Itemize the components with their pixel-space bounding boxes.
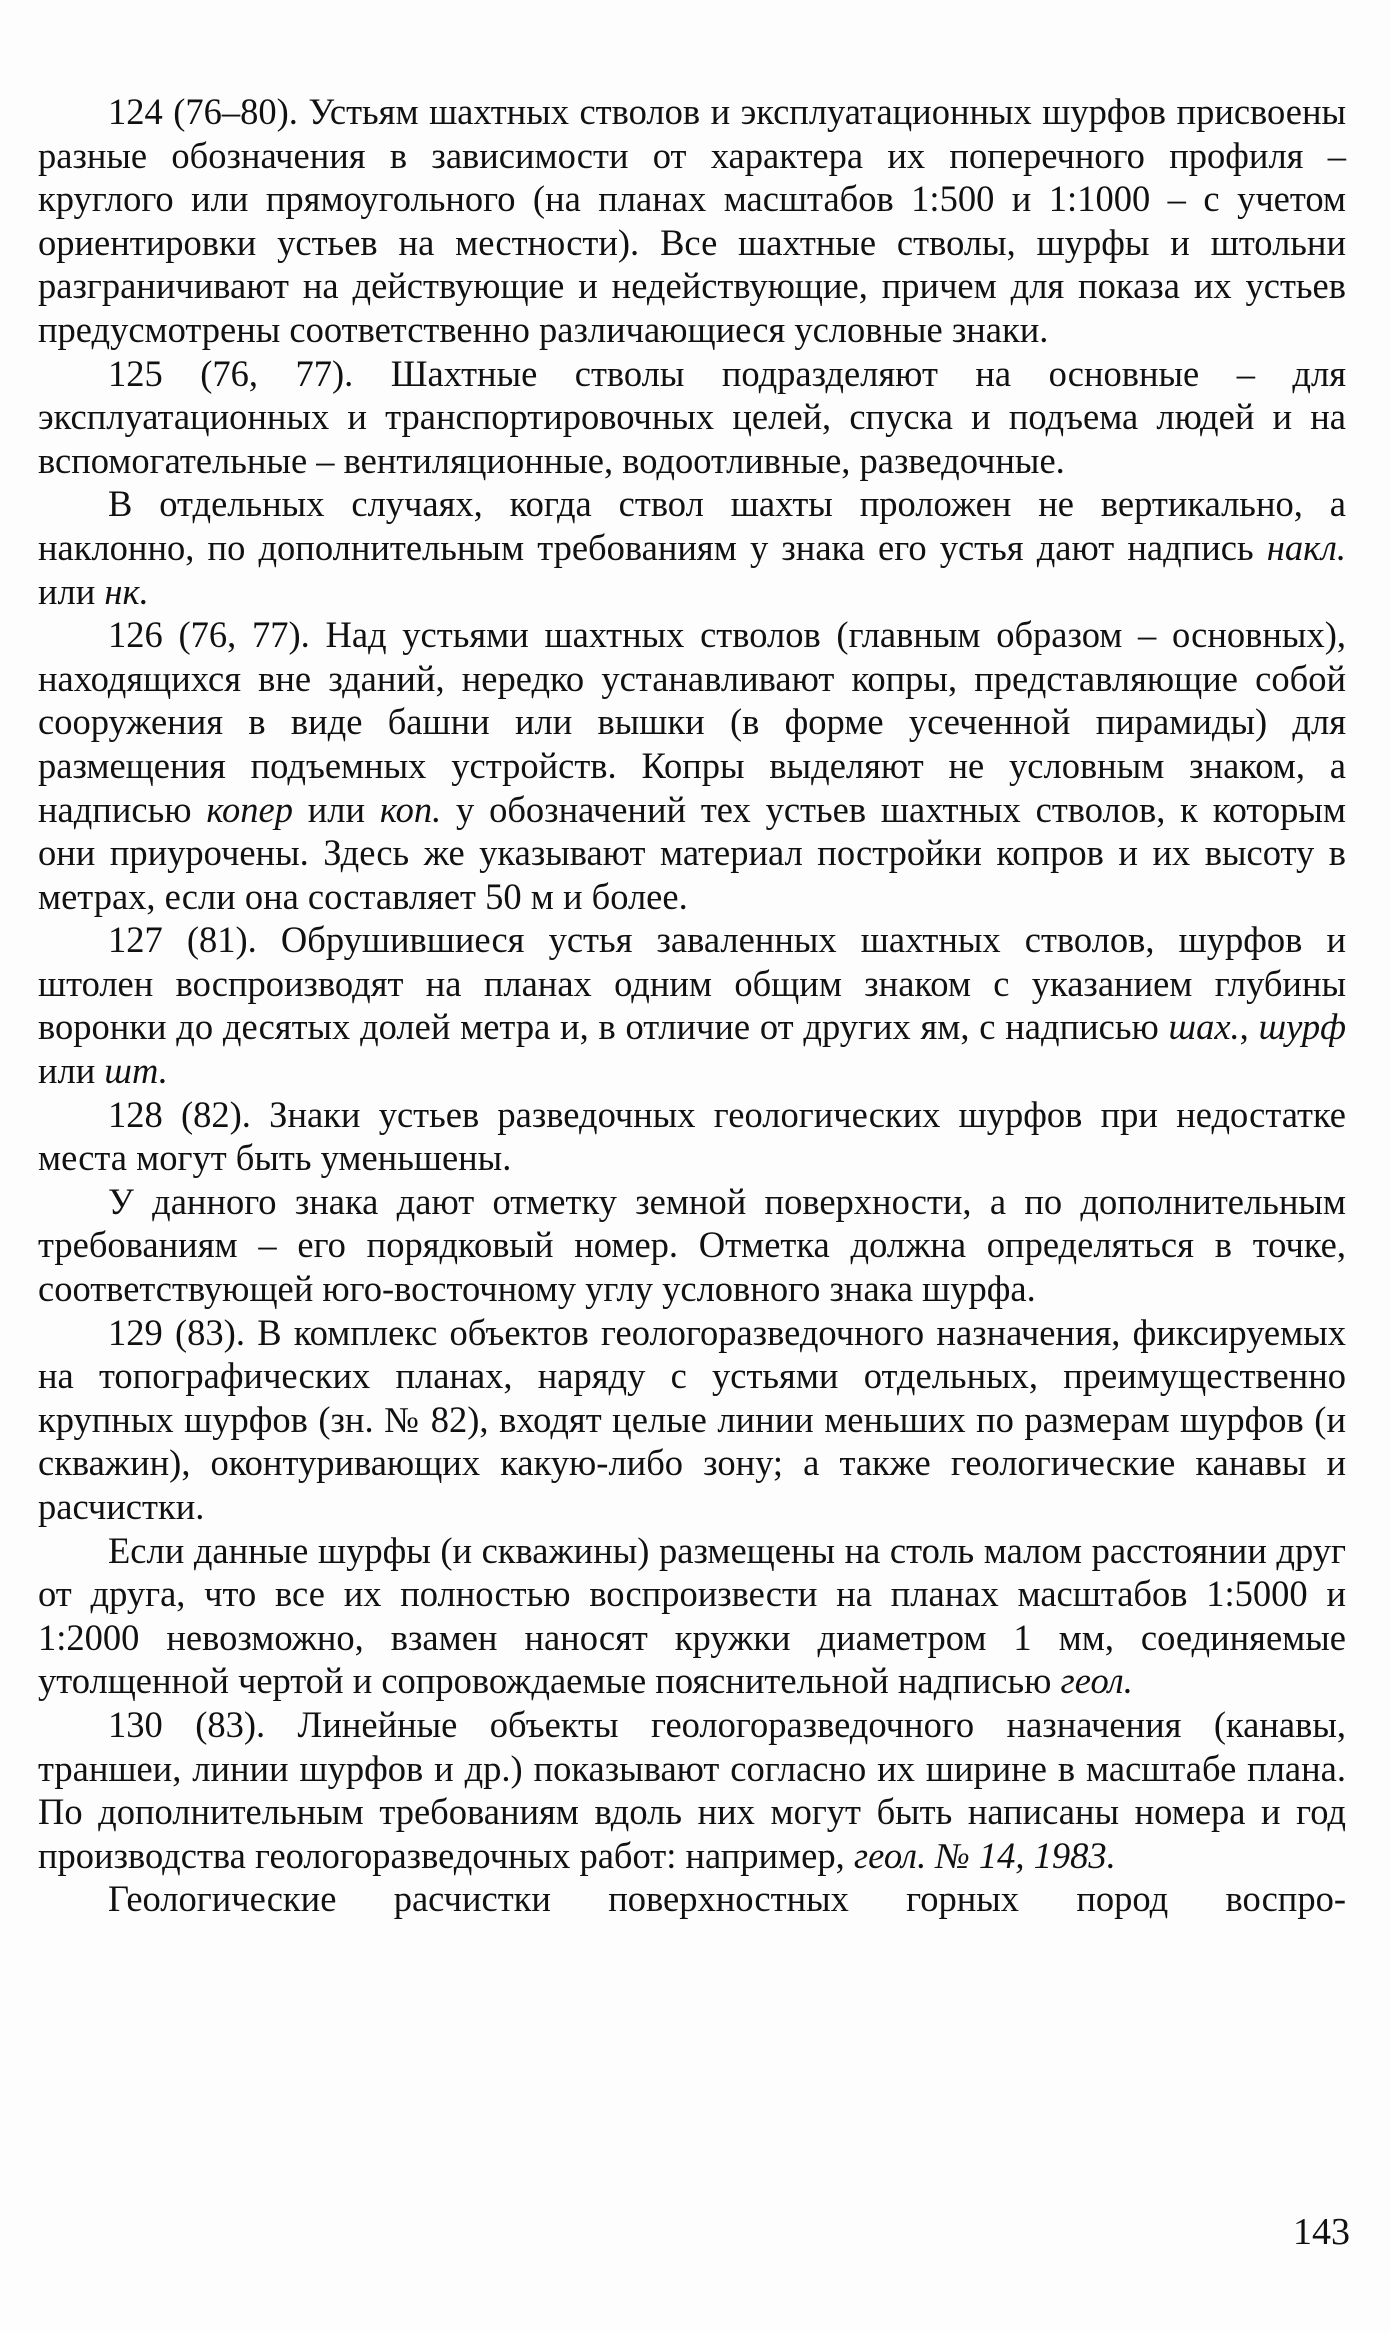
page-number: 143 <box>1293 2211 1350 2253</box>
text-run: или <box>38 570 105 612</box>
text-run: У данного знака дают отметку земной поверхности, а по дополнительным требованиям – его порядковый номер. Отметка должна определяться в точке, соответствующей юго-восточному углу условного знака шурфа. <box>38 1180 1346 1310</box>
text-run: 124 (76–80). Устьям шахтных стволов и эксплуатационных шурфов присвоены разные обозначения в зависимости от характера их поперечного профиля – круглого или прямоугольного (на планах масштабов 1:500 и 1:1000 – с учетом ориентировки устьев на местности). Все шахтные стволы, шурфы и штольни разграничивают на действующие и недействующие, причем для показа их устьев предусмотрены соответственно различающиеся условные знаки. <box>38 91 1346 350</box>
text-run: , <box>1239 1006 1259 1048</box>
text-run: или <box>292 788 380 830</box>
paragraph <box>38 918 1346 1092</box>
text-run: 126 (76, 77). Над устьями шахтных стволов (главным образом – основных), находящихся вне зданий, нередко устанавливают копры, представляющие собой сооружения в виде башни или вышки (в форме усеченной пирамиды) для размещения подъемных устройств. Копры выделяют не условным знаком, а надписью <box>38 614 1346 830</box>
text-run: 127 (81). Обрушившиеся устья заваленных шахтных стволов, шурфов и штолен воспроизводят на планах одним общим знаком с указанием глубины воронки до десятых долей метра и, в отличие от других ям, с надписью <box>38 919 1346 1048</box>
paragraph <box>38 352 1346 483</box>
italic-text: коп. <box>379 788 442 830</box>
italic-text: копер <box>206 788 293 830</box>
paragraph <box>38 1180 1346 1311</box>
paragraph <box>38 1877 1346 1921</box>
text-run: или <box>38 1050 105 1092</box>
text-run: Если данные шурфы (и скважины) размещены на столь малом расстоянии друг от друга, что все их полностью воспроизвести на планах масштабов 1:5000 и 1:2000 невозможно, взамен наносят кружки диаметром 1 мм, соединяемые утолщенной чертой и сопровождаемые пояснительной надписью <box>38 1529 1346 1702</box>
text-run: 125 (76, 77). Шахтные стволы подразделяют на основные – для эксплуатационных и транспортировочных целей, спуска и подъема людей и на вспомогательные – вентиляционные, водоотливные, разведочные. <box>38 352 1346 481</box>
body-text <box>38 90 1346 1921</box>
italic-text: геол. № 14, 1983. <box>853 1834 1116 1876</box>
text-run: В отдельных случаях, когда ствол шахты проложен не вертикально, а наклонно, по дополнительным требованиям у знака его устья дают надпись <box>38 483 1346 568</box>
text-run: 128 (82). Знаки устьев разведочных геологических шурфов при недостатке места могут быть уменьшены. <box>38 1093 1346 1179</box>
paragraph <box>38 613 1346 918</box>
italic-text: нк. <box>104 570 149 612</box>
text-run: 130 (83). Линейные объекты геологоразведочного назначения (канавы, траншеи, линии шурфов и др.) показывают согласно их ширине в масштабе плана. По дополнительным требованиям вдоль них могут быть написаны номера и год производства геологоразведочных работ: например, <box>38 1703 1346 1876</box>
text-run: 129 (83). В комплекс объектов геологоразведочного назначения, фиксируемых на топографических планах, наряду с устьями отдельных, преимущественно крупных шурфов (зн. № 82), входят целые линии меньших по размерам шурфов (и скважин), оконтуривающих какую-либо зону; а также геологические канавы и расчистки. <box>38 1311 1346 1527</box>
paragraph <box>38 90 1346 352</box>
italic-text: шах. <box>1168 1006 1240 1048</box>
paragraph <box>38 482 1346 613</box>
italic-text: шт. <box>104 1050 168 1092</box>
paragraph <box>38 1529 1346 1703</box>
italic-text: накл. <box>1266 526 1346 568</box>
paragraph <box>38 1703 1346 1877</box>
italic-text: геол. <box>1060 1660 1133 1702</box>
text-run: у обозначений тех устьев шахтных стволов, к которым они приурочены. Здесь же указывают материал постройки копров и их высоту в метрах, если она составляет 50 м и более. <box>38 788 1346 917</box>
text-run: Геологические расчистки поверхностных горных пород воспро- <box>108 1878 1346 1920</box>
paragraph <box>38 1311 1346 1529</box>
paragraph <box>38 1093 1346 1180</box>
italic-text: шурф <box>1258 1006 1347 1048</box>
